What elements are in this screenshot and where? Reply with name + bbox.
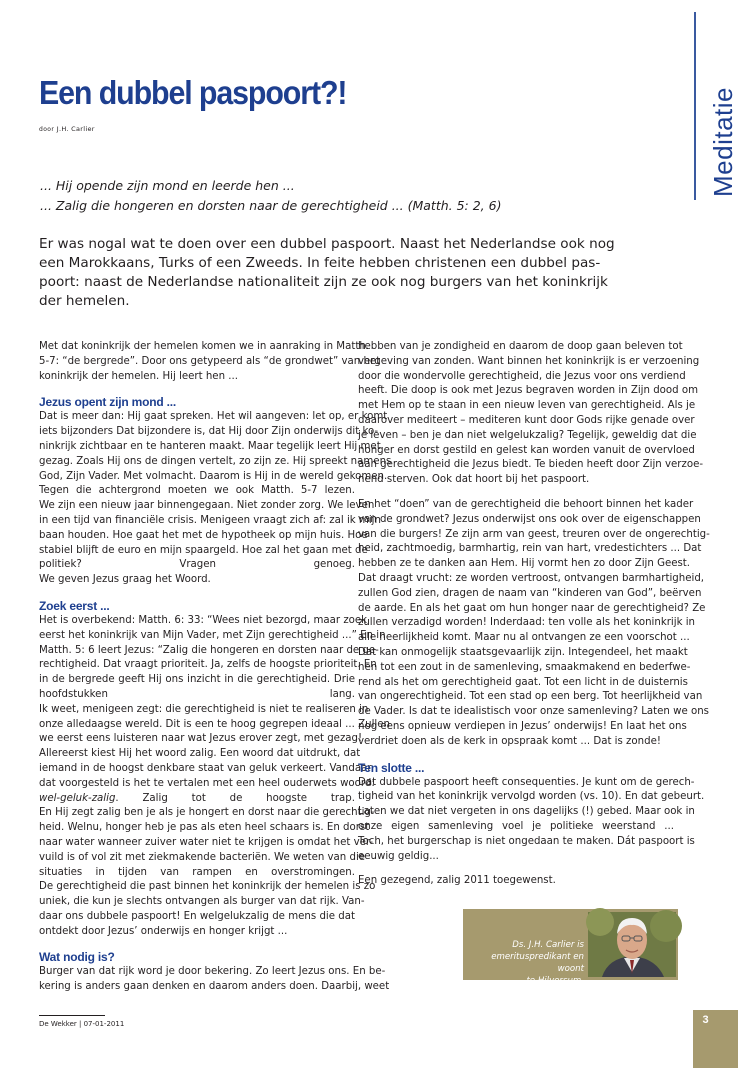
text-line: We zijn een nieuw jaar binnengegaan. Niet zonder zorg. We leven bbox=[39, 500, 375, 512]
quote-line: ... Hij opende zijn mond en leerde hen ... bbox=[40, 178, 295, 193]
text-line: Het is overbekend: Matth. 6: 33: “Wees niet bezorgd, maar zoek bbox=[39, 614, 368, 626]
text-line: onze eigen samenleving voel je politieke weerstand ... bbox=[358, 820, 674, 832]
text-line: zullen God zien, dragen de naam van “kinderen van God”, beërven bbox=[358, 587, 702, 599]
page-number: 3 bbox=[702, 1014, 709, 1026]
side-divider-line bbox=[694, 12, 696, 200]
text-line: zullen verzadigd worden! Inderdaad: ten volle als het koninkrijk in bbox=[358, 617, 696, 629]
text-line: hen tot een zout in de samenleving, smaakmakend en bederfwe- bbox=[358, 661, 691, 673]
text-line: iemand in de hoogst denkbare staat van geluk verkeert. Vandaar bbox=[39, 762, 372, 774]
byline-prefix: door bbox=[39, 126, 55, 133]
text-line: Dat kan onmogelijk staatsgevaarlijk zijn. Integendeel, het maakt bbox=[358, 646, 688, 658]
text-line: verdriet doen als de kerk in opspraak komt ... Dat is zonde! bbox=[358, 735, 661, 747]
text-line: kering is anders gaan denken en daarom anders doen. Daarbij, weet bbox=[39, 981, 390, 993]
text-line: Met dat koninkrijk der hemelen komen we in aanraking in Matth. bbox=[39, 341, 370, 352]
section-heading: Zoek eerst ... bbox=[39, 598, 110, 613]
footer-rule bbox=[39, 1015, 105, 1016]
bible-quote bbox=[40, 176, 600, 216]
text-line: Dat is meer dan: Hij gaat spreken. Het wil aangeven: let op, er komt bbox=[39, 411, 388, 423]
text-line: de Vader. Is dat te idealistisch voor onze samenleving? Laten we ons bbox=[358, 706, 709, 718]
text-line: dat voorgesteld is het te vertalen met een heel ouderwets woord: bbox=[39, 777, 375, 789]
text-line: daar ons dubbele paspoort! En welgelukzalig de mens die dat bbox=[39, 910, 355, 922]
text-line: van de grondwet? Jezus onderwijst ons ook over de eigenschappen bbox=[358, 513, 701, 525]
text-line: heeft. Die doop is ook met Jezus begraven worden in Zijn dood om bbox=[358, 385, 698, 397]
text-line: koninkrijk der hemelen. Hij leert hen ... bbox=[39, 370, 238, 382]
section-heading: Wat nodig is? bbox=[39, 950, 115, 965]
text-line: ontdekt door Jezus’ onderwijs en honger krijgt ... bbox=[39, 925, 288, 937]
text-line: 5-7: “de bergrede”. Door ons getypeerd als “de grondwet” van het bbox=[39, 355, 381, 367]
text-line: daarover mediteert – mediteren kunt door Gods rijke genade over bbox=[358, 414, 695, 426]
author-portrait bbox=[588, 912, 676, 977]
text-line: rend als het om gerechtigheid gaat. Tot een licht in de duisternis bbox=[358, 676, 688, 688]
text-line: in een tijd van financiële crisis. Menigeen vraagt zich af: zal ik mijn bbox=[39, 514, 381, 526]
right-column bbox=[358, 340, 710, 889]
text-line: wel-geluk-zalig. Zalig tot de hoogste trap. bbox=[39, 792, 355, 804]
text-line: met Hem op te staan in een nieuw leven van gerechtigheid. Als je bbox=[358, 400, 696, 412]
text-line: iets bijzonders Dat bijzondere is, dat Hij door Zijn onderwijs dit ko- bbox=[39, 426, 379, 438]
text-line: we eerst eens luisteren naar wat Jezus erover zegt, met gezag! bbox=[39, 733, 363, 745]
text-line: alle heerlijkheid komt. Maar nu al ontvangen ze een voorschot ... bbox=[358, 632, 690, 644]
text-line: gezag. Zoals Hij ons de dingen vertelt, zo zijn ze. Hij spreekt namens bbox=[39, 455, 392, 467]
text-line: Laten we dat niet vergeten in ons dagelijks (!) gebed. Maar ook in bbox=[358, 806, 695, 818]
text-line: door die wondervolle gerechtigheid, die Jezus voor ons verdiend bbox=[358, 370, 686, 382]
text-line: God, Zijn Vader. Met volmacht. Daarom is Hij in de wereld gekomen. bbox=[39, 470, 388, 482]
text-line: honger en dorst gestild en gelest kan worden vanuit de overvloed bbox=[358, 444, 695, 456]
text-line: heid, zachtmoedig, barmhartig, rein van hart, vredestichters ... Dat bbox=[358, 543, 702, 555]
text-line: van ongerechtigheid. Tot een stad op een berg. Tot heerlijkheid van bbox=[358, 691, 703, 703]
text-line: onze alledaagse wereld. Dit is een te hoog gegrepen ideaal ... Zullen bbox=[39, 718, 390, 730]
text-line: En het “doen” van de gerechtigheid die behoort binnen het kader bbox=[358, 498, 694, 510]
text-line: van die burgers! Ze zijn arm van geest, treuren over de ongerechtig- bbox=[358, 528, 710, 540]
text-line: vuild is of vol zit met ziekmakende bacteriën. We weten van die bbox=[39, 851, 366, 863]
text-line: nend sterven. Ook dat hoort bij het paspoort. bbox=[358, 474, 590, 486]
text-line: uniek, die kun je slechts ontvangen als burger van dat rijk. Van- bbox=[39, 896, 365, 908]
article-title: Een dubbel paspoort?! bbox=[39, 74, 347, 111]
text-line: naar water wanneer zuiver water niet te krijgen is omdat het ver- bbox=[39, 836, 374, 848]
section-label-text: Meditatie bbox=[708, 87, 738, 197]
footer-publication: De Wekker | 07-01-2011 bbox=[39, 1020, 125, 1028]
text-line: Ik weet, menigeen zegt: die gerechtigheid is niet te realiseren in bbox=[39, 703, 369, 715]
text-line: ninkrijk zichtbaar en te hanteren maakt. Maar tegelijk leert Hij met bbox=[39, 440, 381, 452]
text-line: tigheid van het koninkrijk vervolgd worden (vs. 10). En dat gebeurt. bbox=[358, 791, 705, 803]
text-line: En Hij zegt zalig ben je als je hongert en dorst naar die gerechtig- bbox=[39, 807, 375, 819]
text-line: je leven – ben je dan niet welgelukzalig? Tegelijk, geweldig dat die bbox=[358, 429, 697, 441]
text-line: hoofdstukken lang. bbox=[39, 688, 355, 700]
text-line: rechtigheid. Dat vraagt prioriteit. Ja, zelfs de hoogste prioriteit. En bbox=[39, 659, 377, 671]
text-line: Matth. 5: 6 leert Jezus: “Zalig die hongeren en dorsten naar de ge- bbox=[39, 644, 379, 656]
paragraph-gap bbox=[358, 488, 674, 498]
section-heading: Jezus opent zijn mond ... bbox=[39, 395, 177, 410]
paragraph-gap bbox=[358, 864, 674, 874]
text-line: Dat draagt vrucht: ze worden vertroost, ontvangen barmhartigheid, bbox=[358, 572, 705, 584]
text-line: eerst het koninkrijk van Mijn Vader, met Zijn gerechtigheid ...” En in bbox=[39, 629, 386, 641]
text-line: De gerechtigheid die past binnen het koninkrijk der hemelen is zo bbox=[39, 881, 376, 893]
caption-line: emerituspredikant en woont bbox=[491, 952, 584, 974]
intro-line: een Marokkaans, Turks of een Zweeds. In feite hebben christenen een dubbel pas- bbox=[39, 255, 601, 271]
text-line: de aarde. En als het gaat om hun honger naar de gerechtigheid? Ze bbox=[358, 602, 706, 614]
text-line: in de bergrede geeft Hij ons inzicht in die gerechtigheid. Drie bbox=[39, 674, 355, 686]
byline-author: J.H. Carlier bbox=[56, 125, 95, 133]
text-line: stabiel blijft de euro en mijn spaargeld. Hoe zal het gaan met de bbox=[39, 544, 368, 556]
text-line: We geven Jezus graag het Woord. bbox=[39, 574, 211, 586]
quote-line: ... Zalig die hongeren en dorsten naar de gerechtigheid ... (Matth. 5: 2, 6) bbox=[40, 198, 502, 213]
text-line: Een gezegend, zalig 2011 toegewenst. bbox=[358, 875, 556, 887]
intro-line: Er was nogal wat te doen over een dubbel paspoort. Naast het Nederlandse ook nog bbox=[39, 236, 615, 252]
text-line: Burger van dat rijk word je door bekering. Zo leert Jezus ons. En be- bbox=[39, 966, 386, 978]
intro-line: der hemelen. bbox=[39, 293, 130, 309]
text-line: hebben van je zondigheid en daarom de doop gaan beleven tot bbox=[358, 341, 683, 352]
text-line: heid. Welnu, honger heb je pas als eten heel schaars is. En dorst bbox=[39, 822, 370, 834]
text-line: situaties in tijden van rampen en overstromingen. bbox=[39, 866, 355, 878]
byline bbox=[39, 124, 95, 133]
text-line: politiek? Vragen genoeg. bbox=[39, 559, 355, 571]
text-line: Toch, het burgerschap is niet ongedaan te maken. Dát paspoort is bbox=[358, 835, 695, 847]
text-line: aan gerechtigheid die Jezus biedt. Te bieden heeft door Zijn verzoe- bbox=[358, 459, 704, 471]
intro-paragraph bbox=[39, 235, 615, 311]
text-line: nog eens opnieuw verdiepen in Jezus’ onderwijs! En laat het ons bbox=[358, 720, 687, 732]
section-heading: Ten slotte ... bbox=[358, 760, 425, 775]
text-line: baan houden. Hoe gaat het met de hypotheek op mijn huis. Hoe bbox=[39, 529, 368, 541]
text-line: eeuwig geldig... bbox=[358, 850, 439, 862]
caption-line: te Hilversum. bbox=[526, 976, 584, 986]
text-line: Tegen die achtergrond moeten we ook Matth. 5-7 lezen. bbox=[39, 485, 355, 497]
text-line: vergeving van zonden. Want binnen het koninkrijk is er verzoening bbox=[358, 355, 700, 367]
caption-line: Ds. J.H. Carlier is bbox=[512, 940, 584, 950]
author-caption bbox=[468, 939, 584, 987]
intro-line: poort: naast de Nederlandse nationaliteit zijn ze ook nog burgers van het koninkrijk bbox=[39, 274, 608, 290]
text-line: hebben ze te danken aan Hem. Hij vormt hen zo door Zijn Geest. bbox=[358, 558, 691, 570]
text-line: Dat dubbele paspoort heeft consequenties. Je kunt om de gerech- bbox=[358, 776, 695, 788]
text-line: Allereerst kiest Hij het woord zalig. Een woord dat uitdrukt, dat bbox=[39, 748, 361, 760]
